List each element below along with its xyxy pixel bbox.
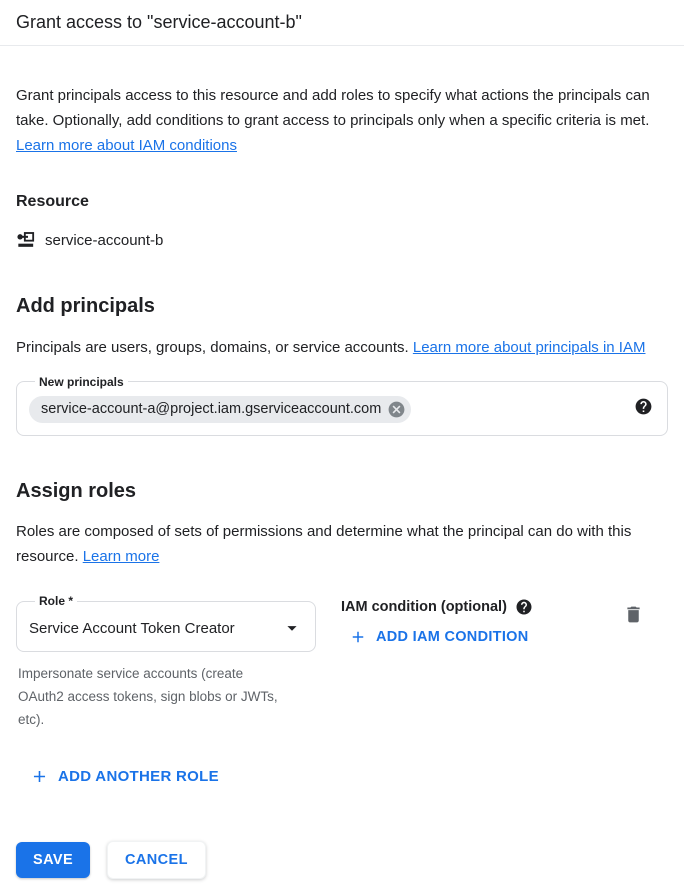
chip-row xyxy=(29,395,655,423)
resource-row xyxy=(16,230,668,250)
iam-condition-column xyxy=(341,594,535,651)
intro-text: Grant principals access to this resource and add roles to specify what actions the principals can take. Optionally, add conditions to grant access to principals only when a specific criteria is met. xyxy=(16,87,650,129)
service-account-icon xyxy=(16,230,36,250)
principals-description-text: Principals are users, groups, domains, or service accounts. xyxy=(16,338,409,356)
dialog-title: Grant access to "service-account-b" xyxy=(16,12,302,32)
assign-roles-heading: Assign roles xyxy=(16,479,137,502)
add-principals-description xyxy=(16,335,666,360)
add-iam-condition-label: ADD IAM CONDITION xyxy=(376,629,529,646)
role-label: Role * xyxy=(39,594,74,609)
roles-description-text: Roles are composed of sets of permissions and determine what the principal can do with this resource. xyxy=(16,523,632,566)
dialog-header xyxy=(0,0,684,46)
condition-help-button[interactable] xyxy=(515,598,533,616)
role-column xyxy=(16,594,316,731)
cancel-button[interactable]: CANCEL xyxy=(107,841,206,879)
roles-learn-more-link[interactable]: Learn more xyxy=(82,548,160,566)
resource-name: service-account-b xyxy=(45,231,164,249)
arrow-drop-down-icon xyxy=(281,617,303,639)
plus-icon xyxy=(30,767,49,786)
add-another-role-button[interactable] xyxy=(24,763,225,790)
dialog-actions xyxy=(16,841,668,879)
resource-heading: Resource xyxy=(16,193,89,210)
add-iam-condition-button[interactable] xyxy=(343,624,535,650)
cancel-icon xyxy=(387,400,406,419)
delete-icon xyxy=(623,604,644,625)
role-helper-text: Impersonate service accounts (create OAuth2 access tokens, sign blobs or JWTs, etc). xyxy=(18,666,278,728)
add-principals-heading: Add principals xyxy=(16,295,155,317)
new-principals-field[interactable] xyxy=(16,375,668,436)
role-select[interactable] xyxy=(16,594,316,652)
iam-condition-label: IAM condition (optional) xyxy=(341,599,507,616)
save-button[interactable]: SAVE xyxy=(16,842,90,878)
chip-remove-button[interactable] xyxy=(387,400,406,419)
help-icon xyxy=(515,598,533,616)
intro-paragraph xyxy=(16,83,666,158)
iam-condition-label-row xyxy=(341,598,535,616)
role-value: Service Account Token Creator xyxy=(29,619,235,637)
role-value-row xyxy=(29,614,303,639)
new-principals-label: New principals xyxy=(39,374,124,389)
assign-roles-description xyxy=(16,519,666,569)
help-icon xyxy=(634,397,653,416)
add-another-role-label: ADD ANOTHER ROLE xyxy=(58,768,219,786)
principal-chip xyxy=(29,396,411,423)
principals-help-button[interactable] xyxy=(634,397,653,416)
principals-learn-more-link[interactable]: Learn more about principals in IAM xyxy=(412,338,646,356)
role-row xyxy=(16,594,668,731)
dialog-body xyxy=(0,83,684,879)
iam-conditions-link[interactable]: Learn more about IAM conditions xyxy=(16,137,237,154)
plus-icon xyxy=(349,628,367,646)
principal-chip-value: service-account-a@project.iam.gserviceaccount.com xyxy=(41,401,382,418)
delete-role-button[interactable] xyxy=(621,602,646,630)
